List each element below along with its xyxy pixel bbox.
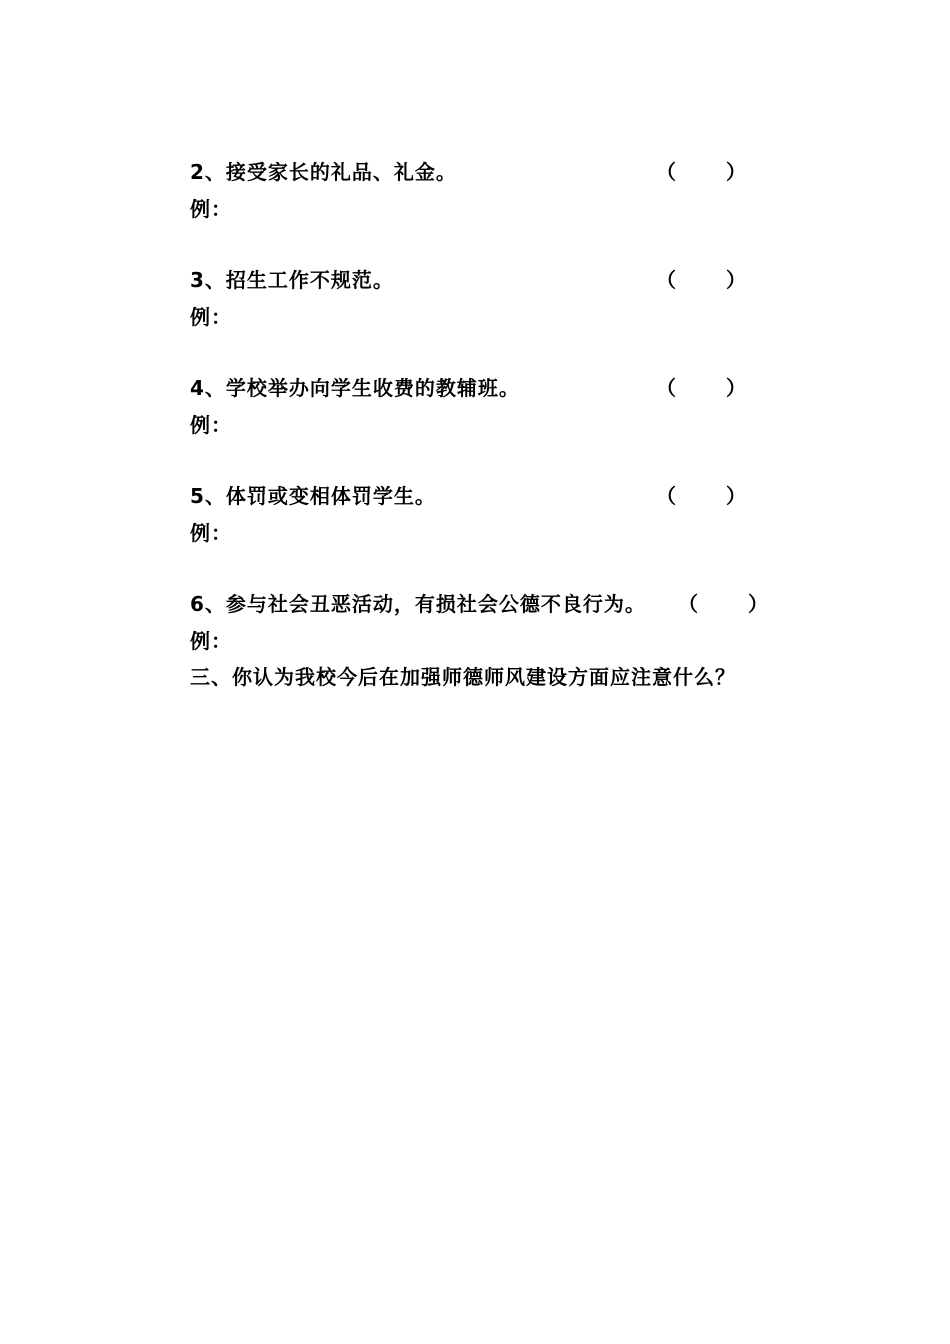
paren-open: （ (656, 484, 676, 508)
paren-open: （ (678, 592, 698, 616)
example-label-2: 例： (190, 197, 232, 221)
answer-blank-4[interactable] (656, 374, 746, 402)
example-label-5: 例： (190, 521, 232, 545)
question-6: 6、参与社会丑恶活动，有损社会公德不良行为。 (190, 592, 646, 616)
paren-open: （ (656, 160, 676, 184)
example-label-3: 例： (190, 305, 232, 329)
question-2: 2、接受家长的礼品、礼金。 (190, 160, 457, 184)
paren-open: （ (656, 376, 676, 400)
question-4: 4、学校举办向学生收费的教辅班。 (190, 376, 520, 400)
paren-close: ） (726, 484, 746, 508)
question-3: 3、招生工作不规范。 (190, 268, 394, 292)
paren-close: ） (726, 160, 746, 184)
paren-close: ） (726, 376, 746, 400)
paren-open: （ (656, 268, 676, 292)
answer-blank-5[interactable] (656, 482, 746, 510)
answer-blank-3[interactable] (656, 266, 746, 294)
example-label-6: 例： (190, 629, 232, 653)
paren-close: ） (748, 592, 768, 616)
section-three-question: 三、你认为我校今后在加强师德师风建设方面应注意什么？ (190, 665, 736, 689)
paren-close: ） (726, 268, 746, 292)
answer-blank-2[interactable] (656, 158, 746, 186)
answer-blank-6[interactable] (678, 590, 768, 618)
question-5: 5、体罚或变相体罚学生。 (190, 484, 436, 508)
example-label-4: 例： (190, 413, 232, 437)
